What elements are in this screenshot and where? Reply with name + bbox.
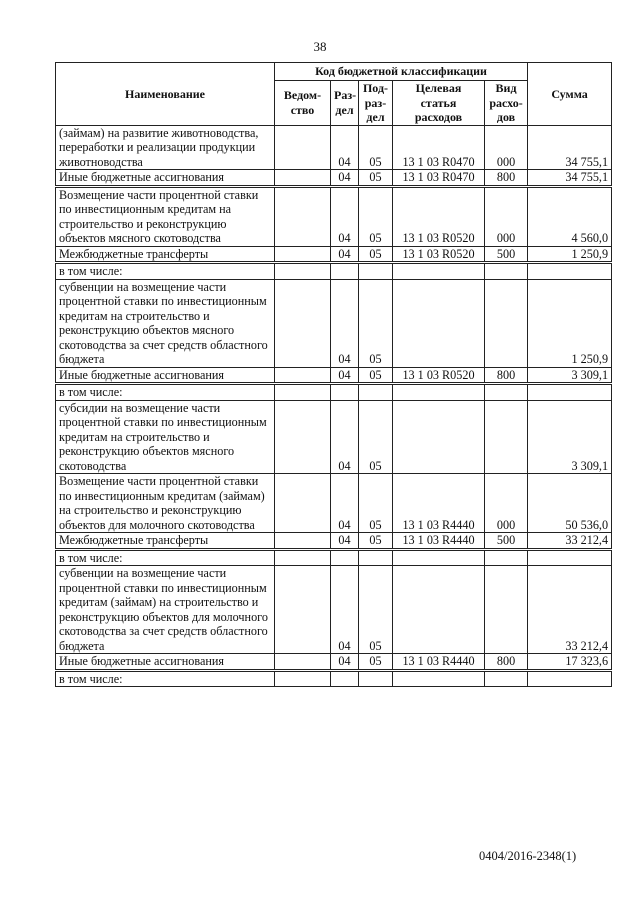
cell-vedomstvo [275,263,331,280]
header-name: Наименование [56,63,275,126]
cell-razdel [331,263,359,280]
table-row [56,263,612,280]
table-row [56,246,612,263]
cell-vedomstvo [275,384,331,401]
cell-tselevaya: 13 1 03 R4440 [393,654,485,671]
cell-name: Возмещение части процентной ставки по инвестиционным кредитам на строительство и реконструкцию объектов мясного скотоводства [56,186,275,246]
cell-summa: 1 250,9 [528,279,612,367]
cell-tselevaya: 13 1 03 R0470 [393,125,485,170]
table-row [56,279,612,367]
cell-name: Иные бюджетные ассигнования [56,654,275,671]
header-razdel: Раз- дел [331,81,359,126]
cell-podrazdel: 05 [359,367,393,384]
cell-summa: 33 212,4 [528,566,612,654]
table-row [56,186,612,246]
cell-tselevaya: 13 1 03 R4440 [393,474,485,533]
cell-vid [485,279,528,367]
cell-summa: 1 250,9 [528,246,612,263]
cell-vedomstvo [275,474,331,533]
cell-summa [528,670,612,687]
cell-razdel: 04 [331,170,359,187]
cell-vedomstvo [275,125,331,170]
header-summa: Сумма [528,63,612,126]
cell-name: субвенции на возмещение части процентной ставки по инвестиционным кредитам на строительство и реконструкцию объектов мясного скотоводства за счет средств областного бюджета [56,279,275,367]
cell-razdel [331,549,359,566]
cell-vid: 000 [485,474,528,533]
cell-name: Возмещение части процентной ставки по инвестиционным кредитам (займам) на строительство и реконструкцию объектов для молочного скотоводства [56,474,275,533]
cell-razdel: 04 [331,279,359,367]
cell-vedomstvo [275,246,331,263]
cell-tselevaya: 13 1 03 R4440 [393,533,485,550]
cell-tselevaya: 13 1 03 R0520 [393,186,485,246]
cell-vedomstvo [275,186,331,246]
cell-tselevaya [393,400,485,474]
cell-vid: 800 [485,654,528,671]
cell-summa: 17 323,6 [528,654,612,671]
cell-vid: 800 [485,367,528,384]
cell-vedomstvo [275,566,331,654]
cell-tselevaya: 13 1 03 R0470 [393,170,485,187]
cell-summa [528,384,612,401]
cell-tselevaya [393,279,485,367]
cell-podrazdel: 05 [359,533,393,550]
cell-podrazdel: 05 [359,654,393,671]
cell-summa: 50 536,0 [528,474,612,533]
cell-summa: 4 560,0 [528,186,612,246]
table-row [56,670,612,687]
cell-razdel: 04 [331,533,359,550]
cell-tselevaya [393,263,485,280]
cell-podrazdel: 05 [359,279,393,367]
cell-summa: 3 309,1 [528,400,612,474]
cell-tselevaya [393,566,485,654]
cell-name: в том числе: [56,549,275,566]
cell-name: Иные бюджетные ассигнования [56,170,275,187]
header-code-group: Код бюджетной классификации [275,63,528,81]
cell-name: субвенции на возмещение части процентной ставки по инвестиционным кредитам (займам) на строительство и реконструкцию объектов для молочного скотоводства за счет средств областного бюджета [56,566,275,654]
cell-vedomstvo [275,170,331,187]
cell-vedomstvo [275,400,331,474]
cell-vid: 000 [485,186,528,246]
table-row [56,367,612,384]
cell-name: в том числе: [56,670,275,687]
header-tselevaya: Целевая статья расходов [393,81,485,126]
cell-razdel: 04 [331,474,359,533]
cell-vid [485,566,528,654]
cell-vedomstvo [275,533,331,550]
header-vedomstvo: Ведом- ство [275,81,331,126]
cell-razdel: 04 [331,186,359,246]
cell-podrazdel: 05 [359,186,393,246]
cell-name: Иные бюджетные ассигнования [56,367,275,384]
cell-tselevaya [393,384,485,401]
cell-name: Межбюджетные трансферты [56,533,275,550]
cell-name: в том числе: [56,384,275,401]
cell-summa: 34 755,1 [528,170,612,187]
table-body [56,125,612,687]
cell-vedomstvo [275,279,331,367]
cell-vedomstvo [275,367,331,384]
table-row [56,549,612,566]
cell-razdel: 04 [331,400,359,474]
table-row [56,170,612,187]
table-row [56,384,612,401]
cell-podrazdel [359,670,393,687]
document-code: 0404/2016-2348(1) [479,849,577,863]
cell-podrazdel: 05 [359,125,393,170]
cell-summa [528,263,612,280]
cell-name: Межбюджетные трансферты [56,246,275,263]
cell-summa: 33 212,4 [528,533,612,550]
cell-podrazdel [359,384,393,401]
table-row [56,400,612,474]
cell-vid [485,549,528,566]
cell-vedomstvo [275,654,331,671]
cell-tselevaya [393,670,485,687]
table-row [56,533,612,550]
cell-vid: 800 [485,170,528,187]
cell-razdel: 04 [331,654,359,671]
cell-razdel: 04 [331,246,359,263]
header-podrazdel: Под- раз- дел [359,81,393,126]
cell-tselevaya: 13 1 03 R0520 [393,246,485,263]
cell-podrazdel: 05 [359,474,393,533]
table-row [56,566,612,654]
cell-vid: 000 [485,125,528,170]
cell-podrazdel [359,549,393,566]
cell-tselevaya: 13 1 03 R0520 [393,367,485,384]
table-row [56,474,612,533]
cell-razdel [331,670,359,687]
cell-podrazdel [359,263,393,280]
cell-vid [485,670,528,687]
cell-summa: 34 755,1 [528,125,612,170]
cell-vid: 500 [485,246,528,263]
cell-tselevaya [393,549,485,566]
cell-vid [485,263,528,280]
cell-podrazdel: 05 [359,566,393,654]
cell-name: (займам) на развитие животноводства, переработки и реализации продукции животноводства [56,125,275,170]
cell-podrazdel: 05 [359,246,393,263]
cell-razdel: 04 [331,367,359,384]
cell-vedomstvo [275,670,331,687]
budget-table [55,62,612,687]
cell-name: субсидии на возмещение части процентной ставки по инвестиционным кредитам на строительство и реконструкцию объектов мясного скотоводства [56,400,275,474]
cell-razdel [331,384,359,401]
cell-podrazdel: 05 [359,170,393,187]
cell-vedomstvo [275,549,331,566]
cell-vid: 500 [485,533,528,550]
cell-vid [485,400,528,474]
cell-vid [485,384,528,401]
cell-summa: 3 309,1 [528,367,612,384]
page-number: 38 [313,39,327,54]
cell-summa [528,549,612,566]
header-vid: Вид расхо- дов [485,81,528,126]
cell-name: в том числе: [56,263,275,280]
cell-podrazdel: 05 [359,400,393,474]
cell-razdel: 04 [331,125,359,170]
cell-razdel: 04 [331,566,359,654]
table-row [56,654,612,671]
table-row [56,125,612,170]
